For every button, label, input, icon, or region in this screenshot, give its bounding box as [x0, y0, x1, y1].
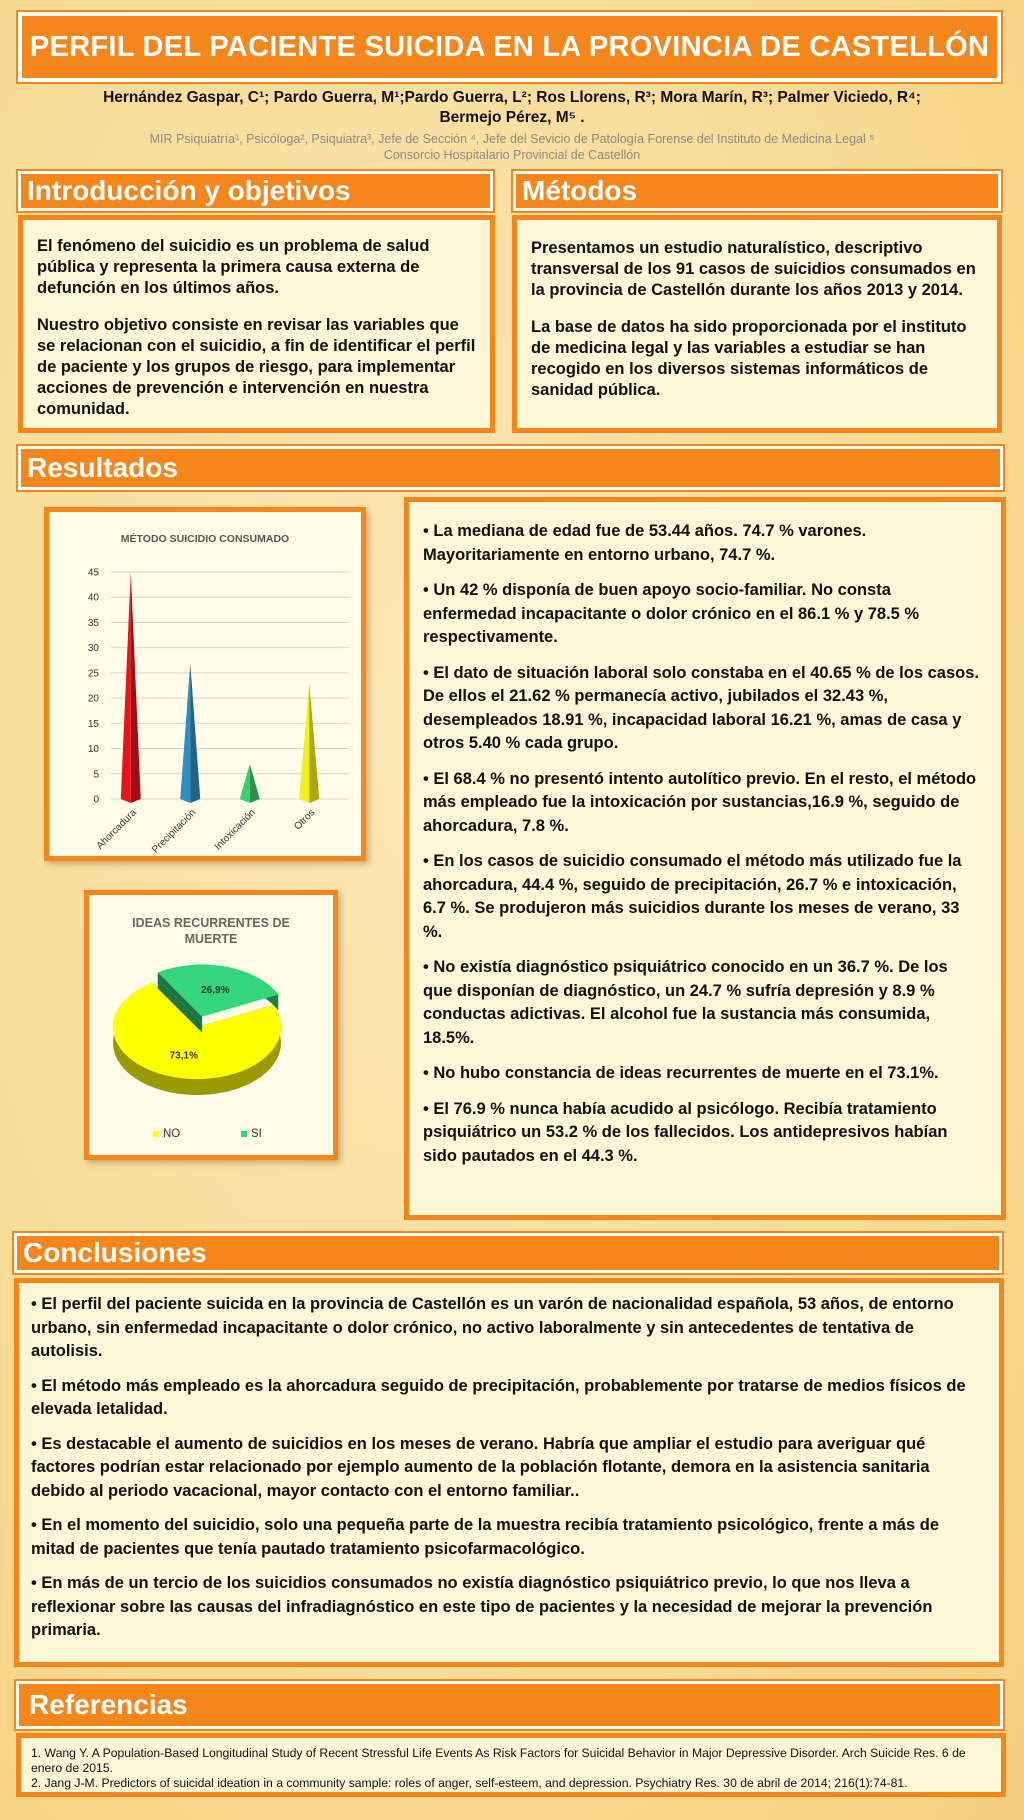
- methods-paragraph-1: Presentamos un estudio naturalístico, descriptivo transversal de los 91 casos de suicidios consumados en la provincia de Castellón durante los años 2013 y 2014.: [531, 239, 976, 299]
- bar-mark: [121, 572, 131, 803]
- pie-data-label: 73,1%: [169, 1050, 198, 1062]
- conclusions-heading: Conclusiones: [14, 1233, 1002, 1273]
- y-tick-label: 5: [93, 769, 99, 781]
- y-tick-label: 30: [87, 643, 99, 655]
- pie-chart-title-line-2: MUERTE: [184, 932, 238, 946]
- y-tick-label: 0: [93, 794, 99, 806]
- bar-chart-frame: [44, 507, 366, 861]
- bar-chart-title: MÉTODO SUICIDIO CONSUMADO: [120, 533, 290, 545]
- results-bullet: • El 68.4 % no presentó intento autolítico previo. En el resto, el método más empleado fue la intoxicación por sustancias,16.9 %, seguido de ahorcadura, 7.8 %.: [423, 769, 977, 835]
- bar-mark: [299, 683, 309, 803]
- results-panel: [404, 497, 1006, 1220]
- legend-label: NO: [163, 1128, 181, 1140]
- bar-mark: [180, 663, 190, 803]
- results-heading: Resultados: [18, 446, 1003, 490]
- conclusions-bullet: • Es destacable el aumento de suicidios en los meses de verano. Habría que ampliar el estudio para averiguar qué factores podrían estar relacionado por ejemplo aumento de la población flotante, demora en la asistencia sanitaria debido al periodo vacacional, mayor contacto con el entorno familiar..: [31, 1434, 930, 1500]
- x-tick-label: Otros: [292, 807, 318, 833]
- methods-paragraph-2: La base de datos ha sido proporcionada por el instituto de medicina legal y las variables a estudiar se han recogido en los diversos sistemas informáticos de sanidad pública.: [531, 318, 967, 399]
- x-tick-label: Precipitación: [150, 807, 199, 856]
- conclusions-bullet: • En el momento del suicidio, solo una pequeña parte de la muestra recibía tratamiento psicológico, frente a más de mitad de pacientes que tenía pautado tratamiento psicofarmacológico.: [31, 1516, 939, 1558]
- y-tick-label: 10: [87, 744, 99, 756]
- legend-swatch: [153, 1131, 159, 1137]
- results-bullet: • La mediana de edad fue de 53.44 años. 74.7 % varones. Mayoritariamente en entorno urbano, 74.7 %.: [423, 522, 867, 564]
- results-bullet: • En los casos de suicidio consumado el método más utilizado fue la ahorcadura, 44.4 %, seguido de precipitación, 26.7 % e intoxicación, 6.7 %. Se produjeron más suicidios durante los meses de verano, 33 %.: [423, 852, 962, 941]
- results-bullet: • No existía diagnóstico psiquiátrico conocido en un 36.7 %. De los que disponían de diagnóstico, un 24.7 % sufría depresión y 8.9 % conductas adictivas. El alcohol fue la sustancia más consumida, 18.5%.: [423, 958, 948, 1047]
- reference-item: 2. Jang J-M. Predictors of suicidal ideation in a community sample: roles of anger, self-esteem, and depression. Psychiatry Res. 30 de abril de 2014; 216(1):74-81.: [31, 1776, 908, 1790]
- affiliations: [20, 131, 1004, 163]
- references-heading: Referencias: [16, 1681, 1003, 1729]
- x-tick-label: Intoxicación: [212, 807, 258, 853]
- affiliation-line-1: MIR Psiquiatría¹, Psicóloga², Psiquiatra³, Jefe de Sección ⁴, Jefe del Sevicio de Patología Forense del Instituto de Medicina Legal ⁵: [149, 132, 875, 146]
- results-bullet: • El dato de situación laboral solo constaba en el 40.65 % de los casos. De ellos el 21.62 % permanecía activo, jubilados el 32.43 %, desempleados 18.91 %, incapacidad laboral 16.21 %, amas de casa y otros 5.40 % cada grupo.: [423, 663, 979, 752]
- y-tick-label: 40: [87, 592, 99, 604]
- conclusions-bullet: • En más de un tercio de los suicidios consumados no existía diagnóstico psiquiátrico previo, lo que nos lleva a reflexionar sobre las causas del infradiagnóstico en este tipo de pacientes y la necesidad de mejorar la prevención primaria.: [31, 1574, 933, 1639]
- conclusions-panel: [14, 1278, 1004, 1667]
- bar-mark-shade: [250, 764, 260, 803]
- methods-heading: Métodos: [513, 171, 1001, 211]
- intro-heading: Introducción y objetivos: [18, 171, 493, 211]
- bar-mark-shade: [309, 683, 319, 803]
- methods-panel: [512, 215, 1002, 433]
- y-tick-label: 25: [87, 668, 99, 680]
- conclusions-bullet: • El método más empleado es la ahorcadura seguido de precipitación, probablemente por tratarse de medios físicos de elevada letalidad.: [31, 1376, 966, 1418]
- bar-mark: [240, 764, 250, 803]
- intro-paragraph-1: El fenómeno del suicidio es un problema de salud pública y representa la primera causa externa de defunción en los últimos años.: [37, 237, 430, 297]
- authors-line-2: Bermejo Pérez, M⁵ .: [439, 109, 585, 126]
- bar-mark-shade: [190, 663, 200, 803]
- poster-title: PERFIL DEL PACIENTE SUICIDA EN LA PROVINCIA DE CASTELLÓN: [18, 12, 1001, 82]
- y-tick-label: 35: [87, 617, 99, 629]
- pie-data-label: 26,9%: [201, 985, 230, 997]
- x-tick-label: Ahorcadura: [94, 807, 139, 852]
- pie-chart-title: IDEAS RECURRENTES DE: [132, 916, 290, 930]
- results-bullet: • No hubo constancia de ideas recurrentes de muerte en el 73.1%.: [423, 1064, 939, 1082]
- conclusions-bullet: • El perfil del paciente suicida en la provincia de Castellón es un varón de nacionalidad española, 53 años, de entorno urbano, sin enfermedad incapacitante o dolor crónico, no activo laboralmente y sin antecedentes de tentativa de autolisis.: [31, 1295, 954, 1360]
- reference-item: 1. Wang Y. A Population-Based Longitudinal Study of Recent Stressful Life Events As Risk Factors for Suicidal Behavior in Major Depressive Disorder. Arch Suicide Res. 6 de enero de 2015.: [31, 1746, 966, 1775]
- pie-chart-frame: [84, 890, 338, 1160]
- y-tick-label: 45: [87, 567, 99, 579]
- bar-mark-shade: [131, 572, 141, 803]
- results-bullet: • Un 42 % disponía de buen apoyo socio-familiar. No consta enfermedad incapacitante o dolor crónico en el 86.1 % y 78.5 % respectivamente.: [423, 581, 920, 646]
- affiliation-line-2: Consorcio Hospitalario Provincial de Castellón: [383, 148, 641, 162]
- results-bullet: • El 76.9 % nunca había acudido al psicólogo. Recibía tratamiento psiquiátrico un 53.2 % de los fallecidos. Los antidepresivos habían sido pautados en el 44.3 %.: [423, 1099, 948, 1165]
- y-tick-label: 20: [87, 693, 99, 705]
- intro-panel: [18, 215, 495, 433]
- bar-chart: [49, 512, 361, 856]
- legend-swatch: [241, 1131, 247, 1137]
- intro-paragraph-2: Nuestro objetivo consiste en revisar las variables que se relacionan con el suicidio, a fin de identificar el perfil de paciente y los grupos de riesgo, para implementar acciones de prevención e intervención en nuestra comunidad.: [37, 316, 476, 418]
- authors-line-1: Hernández Gaspar, C¹; Pardo Guerra, M¹;Pardo Guerra, L²; Ros Llorens, R³; Mora Marín, R³; Palmer Viciedo, R⁴;: [103, 89, 921, 106]
- pie-chart: [89, 895, 333, 1155]
- y-tick-label: 15: [87, 718, 99, 730]
- legend-label: SI: [251, 1128, 262, 1140]
- authors: [20, 88, 1004, 128]
- references-panel: [16, 1733, 1006, 1797]
